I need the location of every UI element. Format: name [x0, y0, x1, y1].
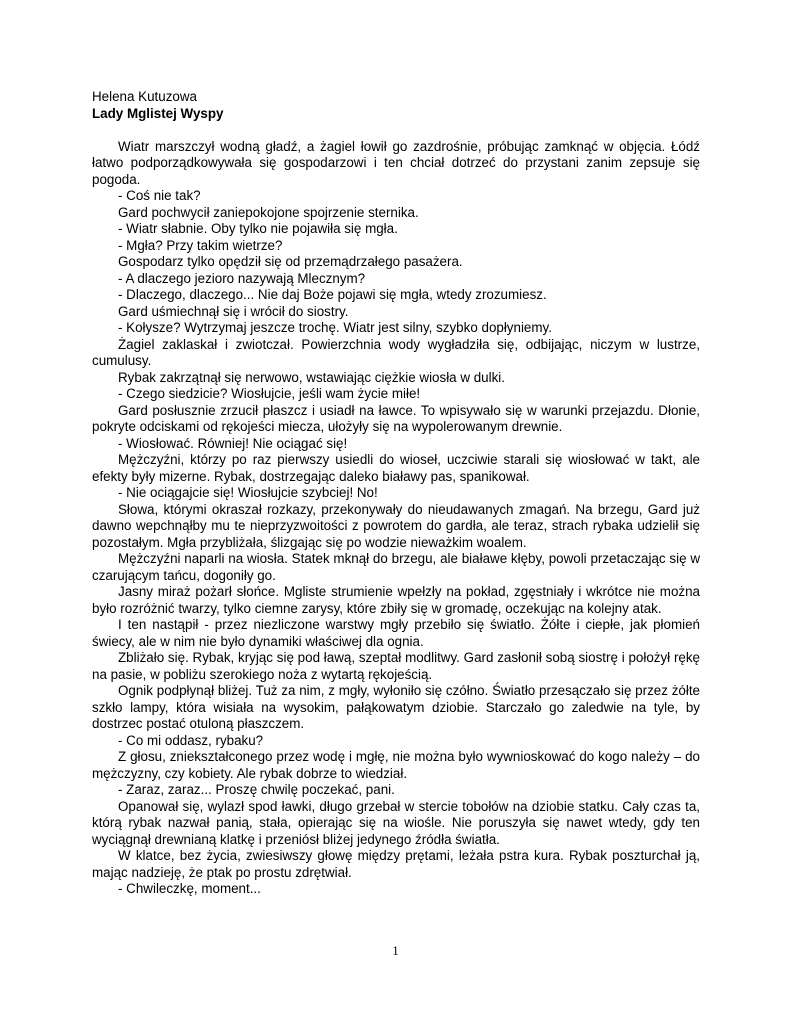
- paragraph: Jasny miraż pożarł słońce. Mgliste strumienie wpełzły na pokład, zgęstniały i wkrótce nie można było rozróżnić twarzy, tylko ciemne zarysy, które zbiły się w gromadę, oczekując na kolejny atak.: [92, 584, 700, 616]
- paragraph: Ognik podpłynął bliżej. Tuż za nim, z mgły, wyłoniło się czółno. Światło przesączało się przez żółte szkło lampy, która wisiała na wysokim, pałąkowatym dziobie. Starczało go zaledwie na tyle, by dostrzec postać otuloną płaszczem.: [92, 683, 700, 731]
- paragraph: - Zaraz, zaraz... Proszę chwilę poczekać, pani.: [118, 782, 395, 797]
- paragraph: - Wiosłować. Równiej! Nie ociągać się!: [118, 435, 348, 451]
- document-body: [92, 89, 700, 898]
- paragraph: Wiatr marszczył wodną gładź, a żagiel łowił go zazdrośnie, próbując zamknąć w objęcia. Łódź łatwo podporządkowywała się gospodarzowi i ten chciał dotrzeć do przystani zanim zepsuje się pogoda.: [92, 138, 700, 187]
- paragraph: Gard posłusznie zrzucił płaszcz i usiadł na ławce. To wpisywało się w warunki przejazdu. Dłonie, pokryte odciskami od rękojeści miecza, ułożyły się na wypolerowanym drewnie.: [92, 402, 700, 434]
- page-number: 1: [392, 943, 399, 958]
- paragraph: - Co mi oddasz, rybaku?: [118, 732, 264, 748]
- paragraph: - Nie ociągajcie się! Wiosłujcie szybciej! No!: [118, 485, 378, 500]
- paragraph: Zbliżało się. Rybak, kryjąc się pod ławą, szeptał modlitwy. Gard zasłonił sobą siostrę i położył rękę na pasie, w pobliżu szerokiego noża z wytartą rękojeścią.: [92, 650, 700, 682]
- paragraph: Opanował się, wylazł spod ławki, długo grzebał w stercie tobołów na dziobie statku. Cały czas ta, którą rybak nazwał panią, stała, opierając się na wiośle. Nie poruszyła się nawet wtedy, gdy ten wyciągnął drewnianą klatkę i przeniósł bliżej jedynego źródła światła.: [92, 798, 700, 847]
- paragraph: Mężczyźni, którzy po raz pierwszy usiedli do wioseł, uczciwie starali się wiosłować w takt, ale efekty były mizerne. Rybak, dostrzegając daleko białawy pas, spanikował.: [92, 452, 700, 484]
- paragraph: - Czego siedzicie? Wiosłujcie, jeśli wam życie miłe!: [118, 386, 421, 401]
- paragraph: Gard uśmiechnął się i wrócił do siostry.: [118, 303, 349, 319]
- paragraph: Gospodarz tylko opędził się od przemądrzałego pasażera.: [118, 254, 463, 269]
- paragraph: Żagiel zaklaskał i zwiotczał. Powierzchnia wody wygładziła się, odbijając, niczym w lustrze, cumulusy.: [92, 336, 700, 368]
- title-spacer: [92, 122, 700, 139]
- paragraph: Gard pochwycił zaniepokojone spojrzenie sternika.: [118, 204, 419, 220]
- author-name: Helena Kutuzowa: [92, 89, 197, 104]
- paragraph: Rybak zakrzątnął się nerwowo, wstawiając ciężkie wiosła w dulki.: [118, 369, 505, 385]
- paragraph: - A dlaczego jezioro nazywają Mlecznym?: [118, 270, 366, 286]
- paragraph: - Wiatr słabnie. Oby tylko nie pojawiła się mgła.: [118, 221, 398, 236]
- paragraph: - Kołysze? Wytrzymaj jeszcze trochę. Wiatr jest silny, szybko dopłyniemy.: [118, 320, 552, 335]
- paragraph: W klatce, bez życia, zwiesiwszy głowę między prętami, leżała pstra kura. Rybak poszturchał ją, mając nadzieję, że ptak po prostu zdrętwiał.: [92, 848, 700, 880]
- paragraph: - Mgła? Przy takim wietrze?: [118, 237, 283, 253]
- story-text: [92, 139, 700, 898]
- story-title: Lady Mglistej Wyspy: [92, 105, 224, 121]
- paragraph: - Dlaczego, dlaczego... Nie daj Boże pojawi się mgła, wtedy zrozumiesz.: [118, 287, 547, 302]
- paragraph: Mężczyźni naparli na wiosła. Statek mknął do brzegu, ale białawe kłęby, powoli przetaczając się w czarującym tańcu, dogoniły go.: [92, 551, 700, 583]
- paragraph: - Chwileczkę, moment...: [118, 881, 261, 896]
- paragraph: Słowa, którymi okraszał rozkazy, przekonywały do nieudawanych zmagań. Na brzegu, Gard już dawno wepchnąłby mu te nieprzyzwoitości z powrotem do gardła, ale teraz, strach rybaka udzielił się pozostałym. Mgła przybliżała, ślizgając się po wodzie nieważkim woalem.: [92, 501, 700, 550]
- paragraph: - Coś nie tak?: [118, 188, 201, 203]
- paragraph: Z głosu, zniekształconego przez wodę i mgłę, nie można było wywnioskować do kogo należy – do mężczyzny, czy kobiety. Ale rybak dobrze to wiedział.: [92, 749, 700, 781]
- paragraph: I ten nastąpił - przez niezliczone warstwy mgły przebiło się światło. Żółte i ciepłe, jak płomień świecy, ale w nim nie było dynamiki właściwej dla ognia.: [92, 617, 700, 649]
